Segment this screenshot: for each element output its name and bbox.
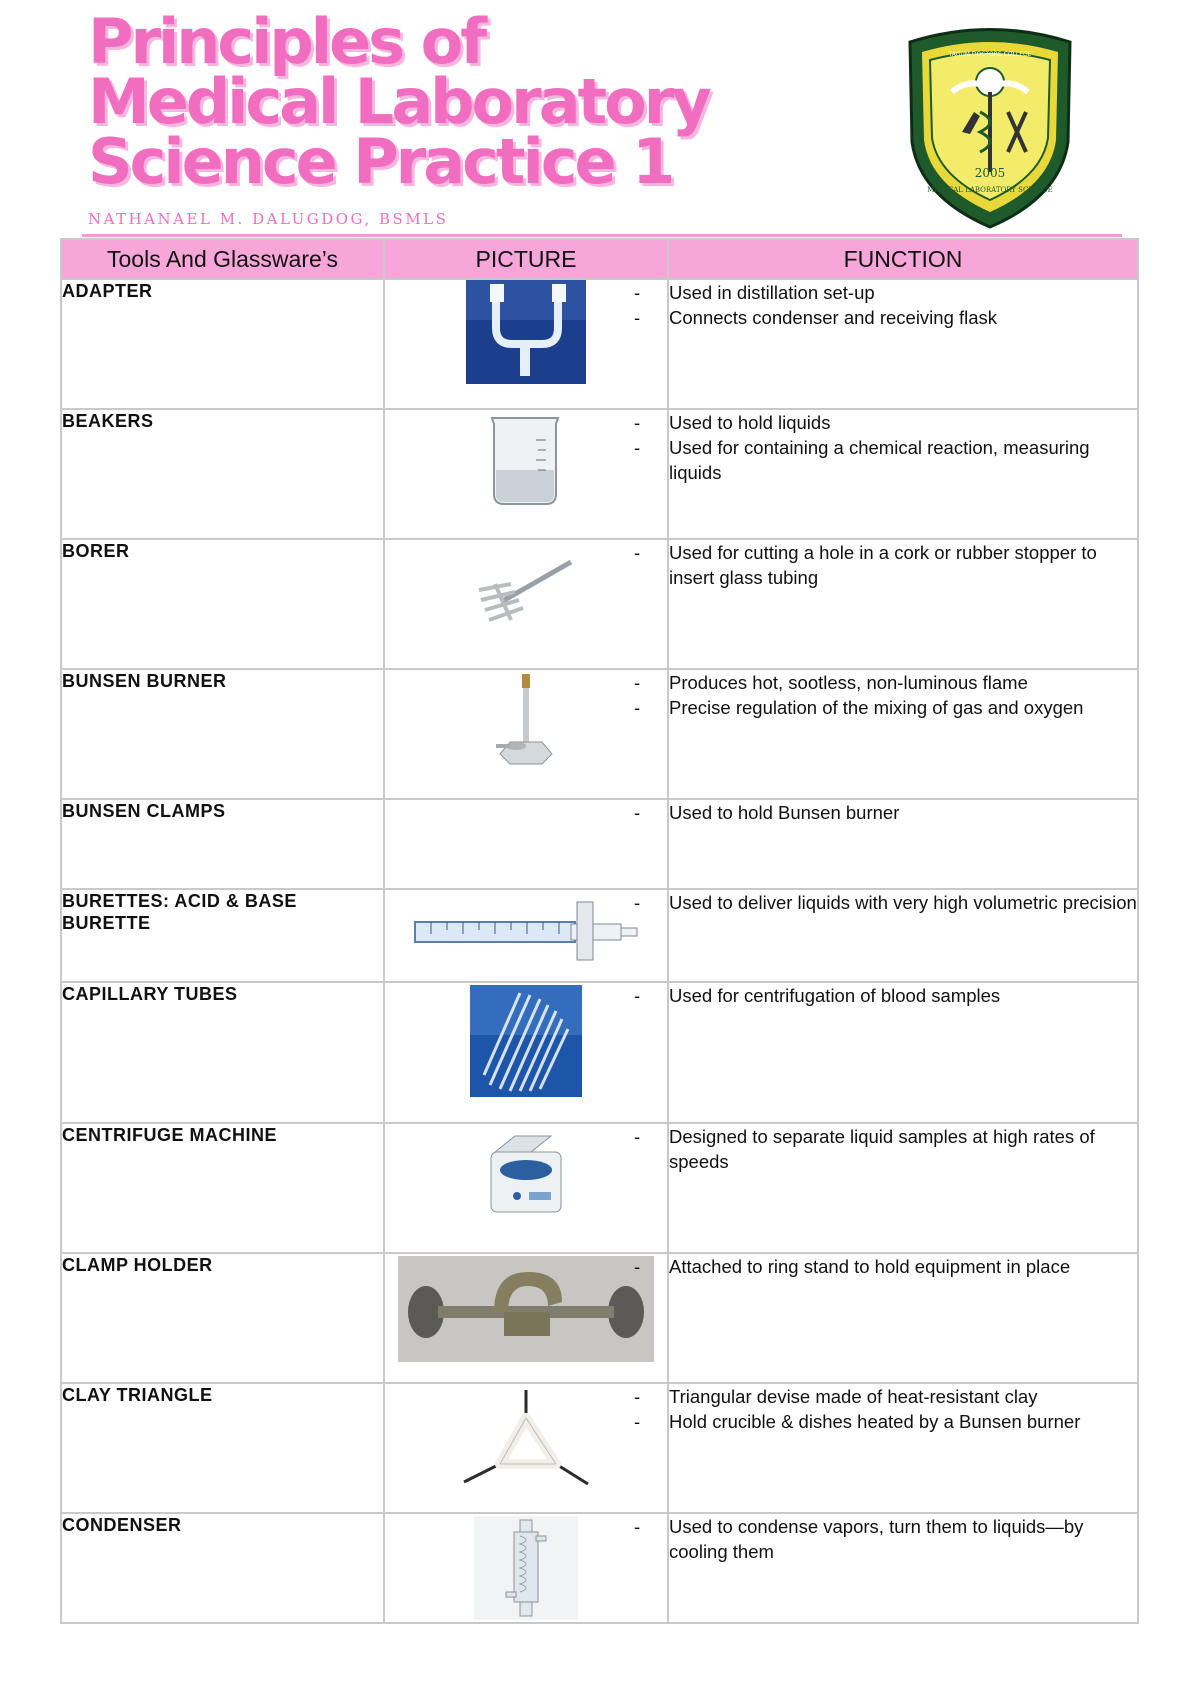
tool-function xyxy=(668,1253,1138,1383)
function-item: - Precise regulation of the mixing of gas and oxygen xyxy=(669,695,1137,720)
tool-picture xyxy=(384,1253,668,1383)
tool-name: BUNSEN CLAMPS xyxy=(61,799,384,889)
table-row xyxy=(61,1383,1138,1513)
tool-picture xyxy=(384,799,668,889)
borer-image xyxy=(471,540,581,640)
function-item: - Attached to ring stand to hold equipment in place xyxy=(669,1254,1137,1279)
function-item: - Triangular devise made of heat-resistant clay xyxy=(669,1384,1137,1409)
title-line: Principles of xyxy=(88,5,485,78)
function-item: - Hold crucible & dishes heated by a Bunsen burner xyxy=(669,1409,1137,1434)
table-row xyxy=(61,1123,1138,1253)
title-line: Medical Laboratory xyxy=(88,65,709,138)
burette-image xyxy=(411,894,641,968)
adapter-image xyxy=(466,280,586,384)
tool-picture xyxy=(384,539,668,669)
table-row xyxy=(61,279,1138,409)
tool-name: CAPILLARY TUBES xyxy=(61,982,384,1123)
tool-name: CLAMP HOLDER xyxy=(61,1253,384,1383)
column-header-function: FUNCTION xyxy=(668,239,1138,279)
function-item: - Designed to separate liquid samples at high rates of speeds xyxy=(669,1124,1137,1174)
college-seal-logo xyxy=(900,22,1080,232)
seal-top-text: TAGUM DOCTORS COLLEGE xyxy=(948,51,1032,58)
tool-function xyxy=(668,1123,1138,1253)
tool-picture xyxy=(384,279,668,409)
tools-table xyxy=(60,238,1139,1624)
centrifuge-image xyxy=(481,1132,571,1228)
table-row xyxy=(61,982,1138,1123)
tool-function xyxy=(668,539,1138,669)
table-row xyxy=(61,1513,1138,1623)
tool-function xyxy=(668,1513,1138,1623)
tool-picture xyxy=(384,669,668,799)
tool-function xyxy=(668,409,1138,539)
tool-function xyxy=(668,279,1138,409)
tool-function xyxy=(668,799,1138,889)
tool-function xyxy=(668,1383,1138,1513)
function-item: - Used to deliver liquids with very high volumetric precision xyxy=(669,890,1137,915)
title-line: Science Practice 1 xyxy=(88,125,673,198)
beaker-image xyxy=(486,410,566,510)
document-title xyxy=(88,5,788,198)
tool-name: CLAY TRIANGLE xyxy=(61,1383,384,1513)
tool-picture xyxy=(384,1513,668,1623)
table-row xyxy=(61,799,1138,889)
tool-picture xyxy=(384,982,668,1123)
tool-function xyxy=(668,889,1138,982)
function-item: - Used for cutting a hole in a cork or rubber stopper to insert glass tubing xyxy=(669,540,1137,590)
function-item: - Used to hold liquids xyxy=(669,410,1137,435)
tool-name: BEAKERS xyxy=(61,409,384,539)
table-row xyxy=(61,889,1138,982)
tool-name: BUNSEN BURNER xyxy=(61,669,384,799)
column-header-picture: PICTURE xyxy=(384,239,668,279)
tool-picture xyxy=(384,1383,668,1513)
table-row xyxy=(61,669,1138,799)
table-row xyxy=(61,409,1138,539)
seal-year: 2005 xyxy=(974,166,1006,180)
function-item: - Produces hot, sootless, non-luminous flame xyxy=(669,670,1137,695)
column-header-tools: Tools And Glassware’s xyxy=(61,239,384,279)
tool-name: CENTRIFUGE MACHINE xyxy=(61,1123,384,1253)
function-item: - Used to hold Bunsen burner xyxy=(669,800,1137,825)
clay-triangle-image xyxy=(456,1388,596,1492)
author-name: NATHANAEL M. DALUGDOG, BSMLS xyxy=(88,210,449,228)
tool-picture xyxy=(384,1123,668,1253)
tool-name: CONDENSER xyxy=(61,1513,384,1623)
header-divider xyxy=(82,234,1122,237)
function-item: - Used to condense vapors, turn them to liquids—by cooling them xyxy=(669,1514,1137,1564)
function-item: - Used for centrifugation of blood samples xyxy=(669,983,1137,1008)
tool-name: BORER xyxy=(61,539,384,669)
function-item: - Used for containing a chemical reaction, measuring liquids xyxy=(669,435,1137,485)
tool-picture xyxy=(384,409,668,539)
seal-ring-text: MEDICAL LABORATORY SCIENCE xyxy=(927,186,1053,194)
function-item: - Connects condenser and receiving flask xyxy=(669,305,1137,330)
tool-name: ADAPTER xyxy=(61,279,384,409)
tool-function xyxy=(668,669,1138,799)
bunsen-burner-image xyxy=(486,670,566,774)
tool-picture xyxy=(384,889,668,982)
capillary-tubes-image xyxy=(470,985,582,1097)
tool-name: BURETTES: ACID & BASE BURETTE xyxy=(61,889,384,982)
function-item: - Used in distillation set-up xyxy=(669,280,1137,305)
table-header-row xyxy=(61,239,1138,279)
condenser-image xyxy=(474,1516,578,1620)
table-row xyxy=(61,1253,1138,1383)
table-row xyxy=(61,539,1138,669)
clamp-holder-image xyxy=(398,1256,654,1362)
tool-function xyxy=(668,982,1138,1123)
